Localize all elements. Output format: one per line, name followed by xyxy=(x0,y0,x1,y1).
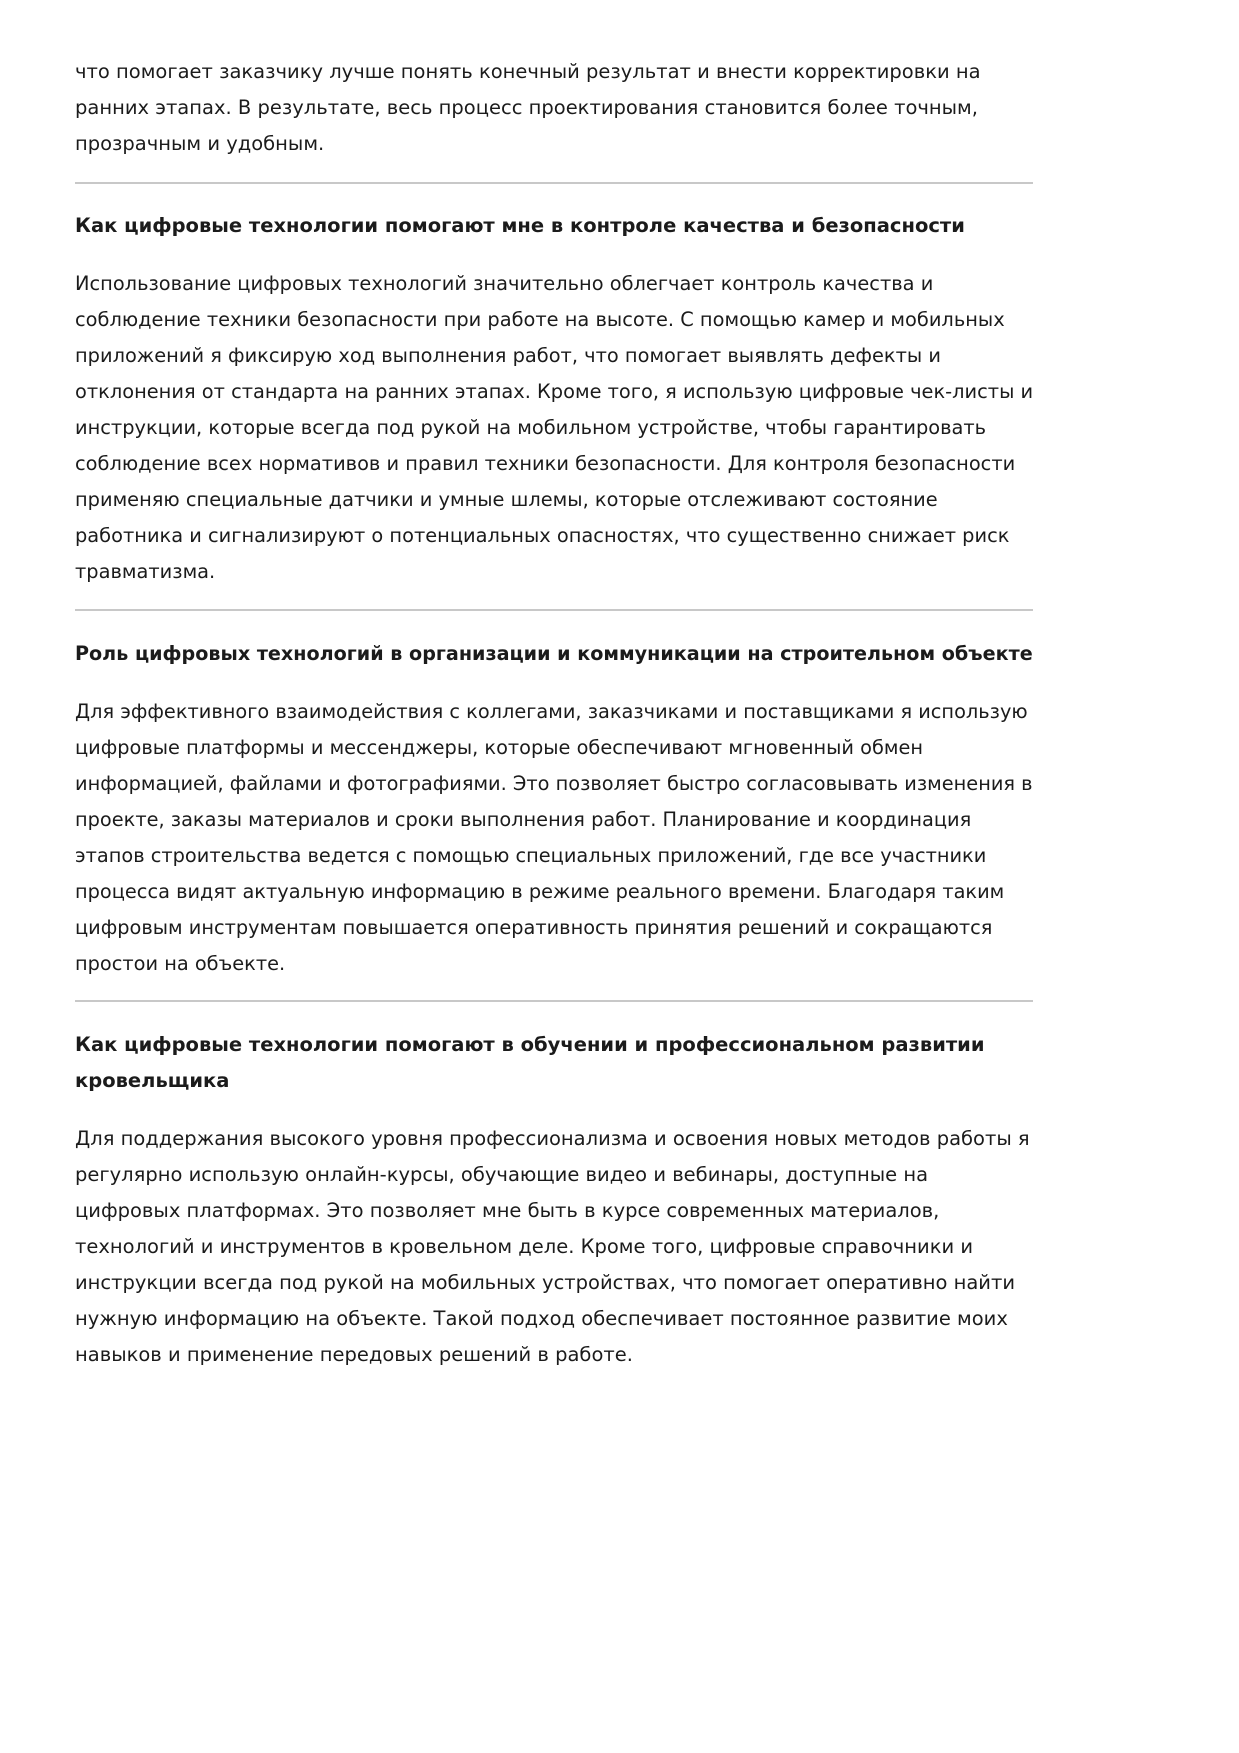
section-heading: Как цифровые технологии помогают мне в контроле качества и безопасности xyxy=(75,214,965,237)
text-line: регулярно использую онлайн-курсы, обучающие видео и вебинары, доступные на xyxy=(75,1163,929,1186)
section-heading: Роль цифровых технологий в организации и коммуникации на строительном объекте xyxy=(75,642,1033,665)
text-line: инструкции, которые всегда под рукой на мобильном устройстве, чтобы гарантировать xyxy=(75,416,987,439)
text-line: Использование цифровых технологий значительно облегчает контроль качества и xyxy=(75,272,934,295)
text-line: соблюдение всех нормативов и правил техники безопасности. Для контроля безопасности xyxy=(75,452,1016,475)
text-line: цифровые платформы и мессенджеры, которые обеспечивают мгновенный обмен xyxy=(75,736,924,759)
text-line: информацией, файлами и фотографиями. Это позволяет быстро согласовывать изменения в xyxy=(75,772,1033,795)
section-heading: кровельщика xyxy=(75,1069,230,1092)
section-paragraph xyxy=(75,694,1041,982)
text-line: цифровых платформах. Это позволяет мне быть в курсе современных материалов, xyxy=(75,1199,940,1222)
text-line: работника и сигнализируют о потенциальных опасностях, что существенно снижает риск xyxy=(75,524,1010,547)
text-line: простои на объекте. xyxy=(75,952,286,975)
text-line: применяю специальные датчики и умные шлемы, которые отслеживают состояние xyxy=(75,488,938,511)
text-line: прозрачным и удобным. xyxy=(75,132,325,155)
section-quality-safety xyxy=(75,208,965,244)
text-line: соблюдение техники безопасности при работе на высоте. С помощью камер и мобильных xyxy=(75,308,1005,331)
text-line: отклонения от стандарта на ранних этапах. Кроме того, я использую цифровые чек-листы и xyxy=(75,380,1034,403)
text-line: приложений я фиксирую ход выполнения работ, что помогает выявлять дефекты и xyxy=(75,344,941,367)
text-line: навыков и применение передовых решений в работе. xyxy=(75,1343,633,1366)
divider xyxy=(75,1000,1033,1002)
text-line: нужную информацию на объекте. Такой подход обеспечивает постоянное развитие моих xyxy=(75,1307,1008,1330)
section-paragraph xyxy=(75,266,1039,590)
text-line: ранних этапах. В результате, весь процесс проектирования становится более точным, xyxy=(75,96,978,119)
text-line: инструкции всегда под рукой на мобильных устройствах, что помогает оперативно найти xyxy=(75,1271,1015,1294)
text-line: Для эффективного взаимодействия с коллегами, заказчиками и поставщиками я использую xyxy=(75,700,1028,723)
text-line: проекте, заказы материалов и сроки выполнения работ. Планирование и координация xyxy=(75,808,972,831)
text-line: цифровым инструментам повышается оперативность принятия решений и сокращаются xyxy=(75,916,993,939)
text-line: технологий и инструментов в кровельном деле. Кроме того, цифровые справочники и xyxy=(75,1235,974,1258)
intro-paragraph xyxy=(75,54,981,162)
section-paragraph xyxy=(75,1121,1030,1373)
divider xyxy=(75,609,1033,611)
text-line: процесса видят актуальную информацию в режиме реального времени. Благодаря таким xyxy=(75,880,1005,903)
section-heading: Как цифровые технологии помогают в обучении и профессиональном развитии xyxy=(75,1033,985,1056)
text-line: что помогает заказчику лучше понять конечный результат и внести корректировки на xyxy=(75,60,981,83)
text-line: травматизма. xyxy=(75,560,216,583)
text-line: этапов строительства ведется с помощью специальных приложений, где все участники xyxy=(75,844,987,867)
section-organization-communication xyxy=(75,636,1051,672)
text-line: Для поддержания высокого уровня профессионализма и освоения новых методов работы я xyxy=(75,1127,1030,1150)
section-learning-development xyxy=(75,1027,985,1099)
divider xyxy=(75,182,1033,184)
